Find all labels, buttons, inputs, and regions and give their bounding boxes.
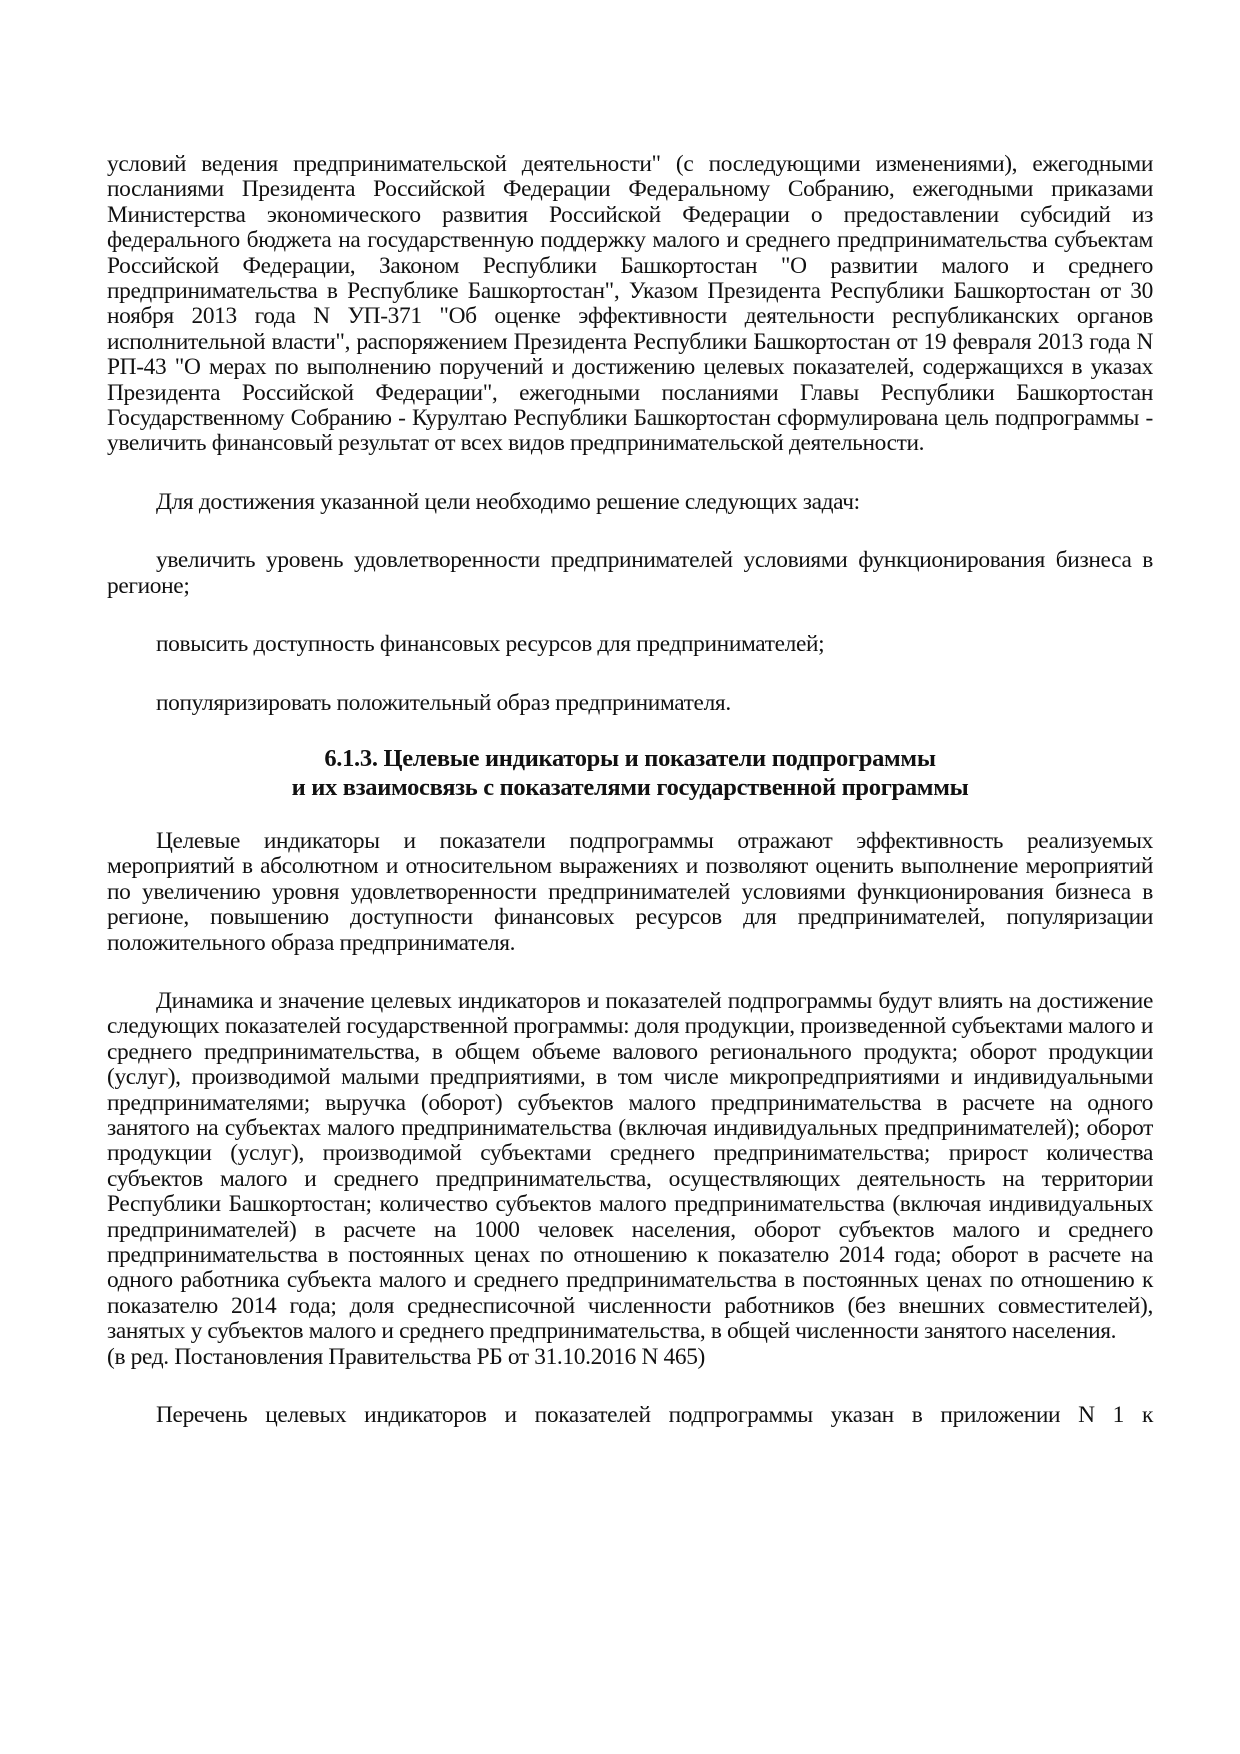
amendment-note: (в ред. Постановления Правительства РБ от 31.10.2016 N 465)	[107, 1343, 705, 1370]
paragraph-indicators-impact: Динамика и значение целевых индикаторов и показателей подпрограммы будут влиять на достижение следующих показателей государственной программы: доля продукции, произведенной субъектами малого и среднего предпринимательства, в общем объеме валового регионального продукта; оборот продукции (услуг), производимой малыми предприятиями, в том числе микропредприятиями и индивидуальными предпринимателями; выручка (оборот) субъектов малого предпринимательства в расчете на одного занятого на субъектах малого предпринимательства (включая индивидуальных предпринимателей); оборот продукции (услуг), производимой субъектами среднего предпринимательства; прирост количества субъектов малого и среднего предпринимательства, осуществляющих деятельность на территории Республики Башкортостан; количество субъектов малого предпринимательства (включая индивидуальных предпринимателей) в расчете на 1000 человек населения, оборот субъектов малого и среднего предпринимательства в постоянных ценах по отношению к показателю 2014 года; оборот в расчете на одного работника субъекта малого и среднего предпринимательства в постоянных ценах по отношению к показателю 2014 года; доля среднесписочной численности работников (без внешних совместителей), занятых у субъектов малого и среднего предпринимательства, в общей численности занятого населения.	[107, 987, 1153, 1345]
paragraph-indicators-list-reference: Перечень целевых индикаторов и показателей подпрограммы указан в приложении N 1 к	[156, 1402, 1153, 1429]
document-page	[107, 152, 1153, 1428]
paragraph-goal-sources: условий ведения предпринимательской деятельности" (с последующими изменениями), ежегодными посланиями Президента Российской Федерации Федеральному Собранию, ежегодными приказами Министерства экономического развития Российской Федерации о предоставлении субсидий из федерального бюджета на государственную поддержку малого и среднего предпринимательства субъектам Российской Федерации, Законом Республики Башкортостан "О развитии малого и среднего предпринимательства в Республике Башкортостан", Указом Президента Республики Башкортостан от 30 ноября 2013 года N УП-371 "Об оценке эффективности деятельности республиканских органов исполнительной власти", распоряжением Президента Республики Башкортостан от 19 февраля 2013 года N РП-43 "О мерах по выполнению поручений и достижению целевых показателей, содержащихся в указах Президента Российской Федерации", ежегодными посланиями Главы Республики Башкортостан Государственному Собранию - Курултаю Республики Башкортостан сформулирована цель подпрограммы - увеличить финансовый результат от всех видов предпринимательской деятельности.	[107, 151, 1153, 457]
task-item-popularize: популяризировать положительный образ предпринимателя.	[156, 689, 731, 716]
section-heading-line-2: и их взаимосвязь с показателями государственной программы	[291, 773, 969, 801]
paragraph-tasks-intro: Для достижения указанной цели необходимо решение следующих задач:	[156, 488, 860, 515]
task-item-financial-access: повысить доступность финансовых ресурсов для предпринимателей;	[156, 631, 825, 658]
paragraph-indicators-purpose: Целевые индикаторы и показатели подпрограммы отражают эффективность реализуемых мероприятий в абсолютном и относительном выражениях и позволяют оценить выполнение мероприятий по увеличению уровня удовлетворенности предпринимателей условиями функционирования бизнеса в регионе, повышению доступности финансовых ресурсов для предпринимателей, популяризации положительного образа предпринимателя.	[107, 827, 1153, 956]
task-item-satisfaction: увеличить уровень удовлетворенности предпринимателей условиями функционирования бизнеса в регионе;	[107, 547, 1153, 599]
section-heading-line-1: 6.1.3. Целевые индикаторы и показатели подпрограммы	[324, 744, 936, 772]
section-heading	[107, 744, 1153, 802]
